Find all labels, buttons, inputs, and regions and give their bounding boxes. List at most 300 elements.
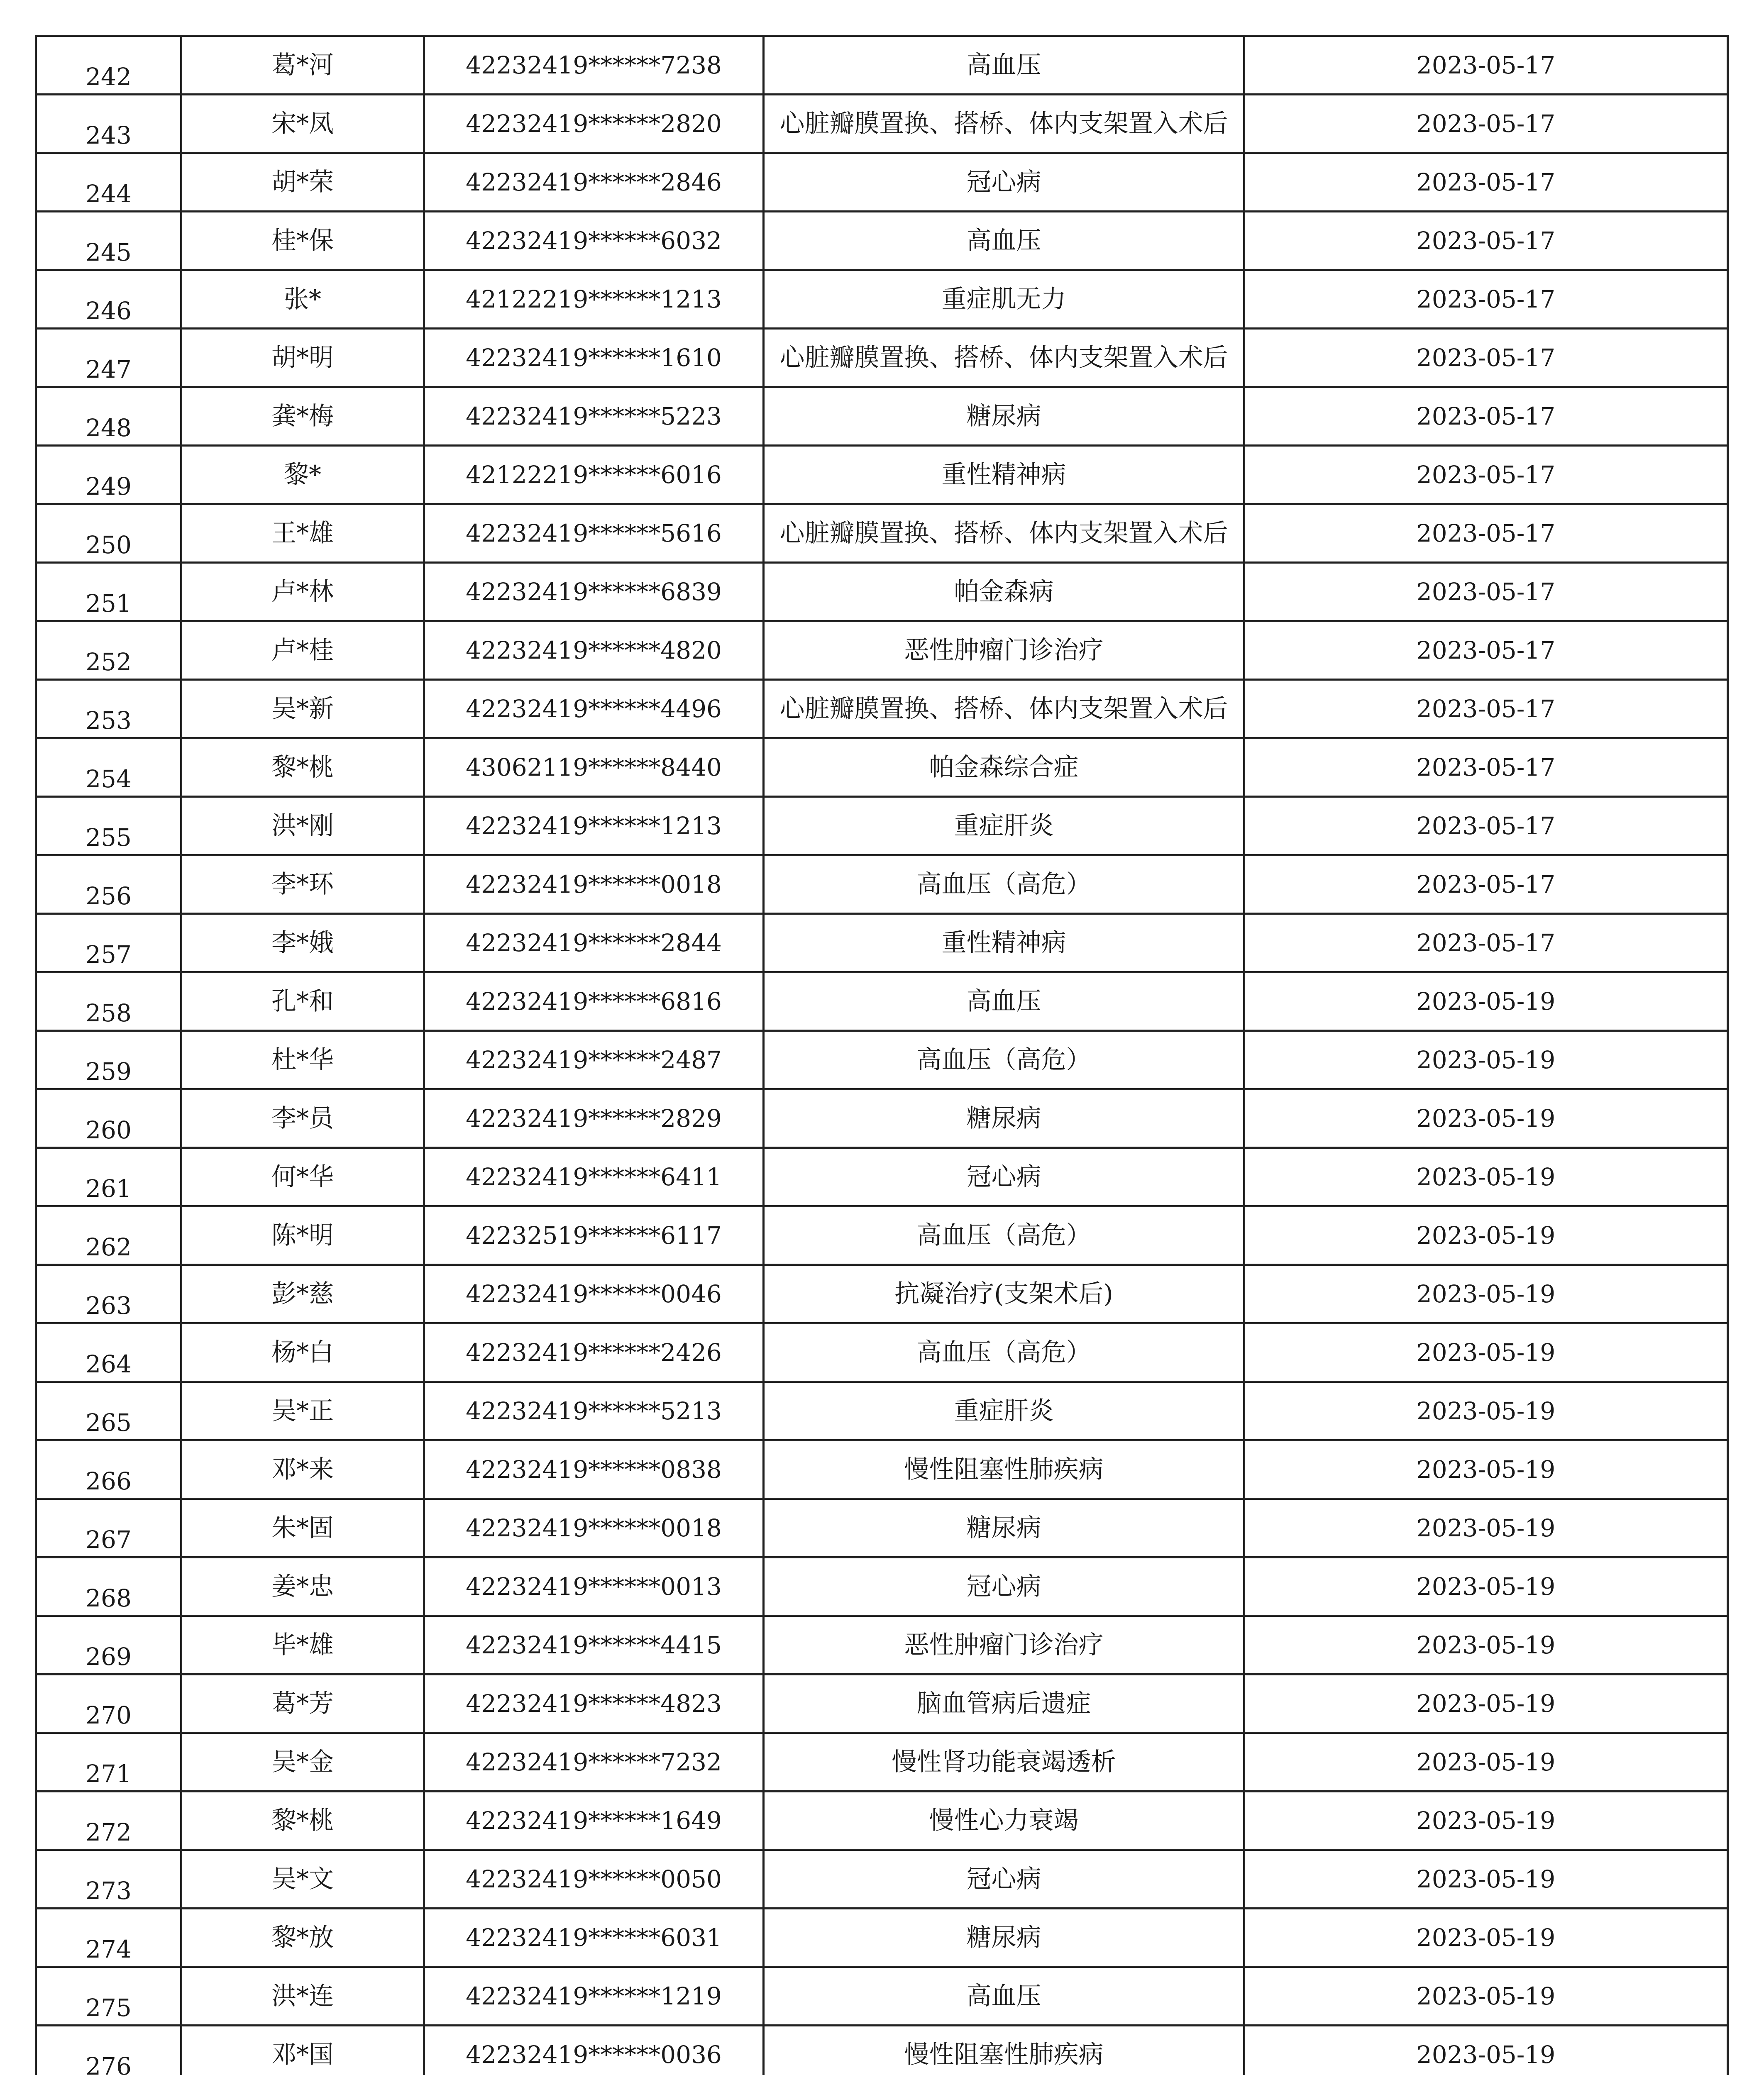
patient-name: 吴*新 bbox=[271, 694, 334, 723]
row-number: 256 bbox=[86, 882, 132, 910]
date: 2023-05-17 bbox=[1416, 227, 1556, 255]
date-cell bbox=[1244, 1733, 1728, 1792]
table-row bbox=[36, 1967, 1728, 2026]
patient-name: 孔*和 bbox=[271, 987, 334, 1016]
row-number-cell bbox=[36, 680, 181, 738]
row-number: 253 bbox=[86, 706, 132, 735]
condition-cell bbox=[764, 1206, 1244, 1265]
condition-cell bbox=[764, 446, 1244, 504]
table-row bbox=[36, 329, 1728, 387]
date: 2023-05-19 bbox=[1416, 1046, 1556, 1074]
condition: 慢性心力衰竭 bbox=[929, 1806, 1079, 1835]
row-number-cell bbox=[36, 1265, 181, 1323]
row-number: 249 bbox=[86, 472, 132, 500]
patient-name-cell bbox=[181, 1967, 424, 2026]
row-number: 250 bbox=[86, 531, 132, 559]
id-number-cell bbox=[424, 738, 764, 797]
patient-name-cell bbox=[181, 153, 424, 212]
date: 2023-05-17 bbox=[1416, 812, 1556, 840]
condition-cell bbox=[764, 621, 1244, 680]
condition: 慢性阻塞性肺疾病 bbox=[904, 1455, 1104, 1484]
date: 2023-05-17 bbox=[1416, 636, 1556, 664]
row-number: 271 bbox=[86, 1760, 132, 1788]
id-number: 42232419******0036 bbox=[466, 2041, 722, 2069]
date-cell bbox=[1244, 1382, 1728, 1440]
id-number-cell bbox=[424, 914, 764, 972]
condition-cell bbox=[764, 1382, 1244, 1440]
id-number-cell bbox=[424, 1148, 764, 1206]
date: 2023-05-19 bbox=[1416, 1338, 1556, 1367]
row-number: 254 bbox=[86, 765, 132, 793]
row-number: 255 bbox=[86, 823, 132, 852]
id-number: 42232419******1213 bbox=[466, 812, 722, 840]
row-number-cell bbox=[36, 1616, 181, 1675]
date: 2023-05-17 bbox=[1416, 519, 1556, 547]
date-cell bbox=[1244, 1850, 1728, 1909]
condition-cell bbox=[764, 680, 1244, 738]
row-number: 247 bbox=[86, 355, 132, 383]
id-number-cell bbox=[424, 1265, 764, 1323]
patient-name: 葛*芳 bbox=[271, 1689, 334, 1718]
condition: 糖尿病 bbox=[966, 402, 1041, 431]
table-row bbox=[36, 1616, 1728, 1675]
table-row bbox=[36, 738, 1728, 797]
table-row bbox=[36, 1031, 1728, 1089]
row-number: 264 bbox=[86, 1350, 132, 1378]
date: 2023-05-17 bbox=[1416, 753, 1556, 781]
condition-cell bbox=[764, 1265, 1244, 1323]
patient-name-cell bbox=[181, 387, 424, 446]
patient-name: 洪*刚 bbox=[271, 811, 334, 840]
id-number: 42232419******0018 bbox=[466, 870, 722, 898]
id-number-cell bbox=[424, 95, 764, 153]
patient-name: 彭*慈 bbox=[271, 1279, 334, 1308]
date-cell bbox=[1244, 1206, 1728, 1265]
condition-cell bbox=[764, 1440, 1244, 1499]
row-number-cell bbox=[36, 1967, 181, 2026]
patient-name-cell bbox=[181, 446, 424, 504]
condition-cell bbox=[764, 153, 1244, 212]
table-row bbox=[36, 914, 1728, 972]
row-number: 273 bbox=[86, 1877, 132, 1905]
id-number: 42232419******6839 bbox=[466, 578, 722, 606]
table-row bbox=[36, 270, 1728, 329]
date-cell bbox=[1244, 1792, 1728, 1850]
id-number-cell bbox=[424, 621, 764, 680]
patient-name-cell bbox=[181, 95, 424, 153]
row-number-cell bbox=[36, 1031, 181, 1089]
patient-name: 桂*保 bbox=[271, 226, 334, 255]
table-row bbox=[36, 680, 1728, 738]
row-number-cell bbox=[36, 1733, 181, 1792]
condition: 冠心病 bbox=[966, 168, 1041, 197]
id-number-cell bbox=[424, 1206, 764, 1265]
patient-name: 李*环 bbox=[271, 870, 334, 899]
patient-name-cell bbox=[181, 1675, 424, 1733]
row-number-cell bbox=[36, 1675, 181, 1733]
date-cell bbox=[1244, 797, 1728, 855]
id-number: 42232419******0838 bbox=[466, 1455, 722, 1484]
patient-name-cell bbox=[181, 329, 424, 387]
patient-name-cell bbox=[181, 1792, 424, 1850]
condition-cell bbox=[764, 914, 1244, 972]
table-row bbox=[36, 1382, 1728, 1440]
patient-name-cell bbox=[181, 1265, 424, 1323]
id-number: 42232419******0046 bbox=[466, 1280, 722, 1308]
date: 2023-05-19 bbox=[1416, 1104, 1556, 1133]
row-number: 248 bbox=[86, 414, 132, 442]
condition: 重性精神病 bbox=[941, 928, 1066, 957]
id-number: 42232419******7232 bbox=[466, 1748, 722, 1776]
date-cell bbox=[1244, 270, 1728, 329]
table-row bbox=[36, 1909, 1728, 1967]
condition-cell bbox=[764, 36, 1244, 95]
date-cell bbox=[1244, 621, 1728, 680]
patient-name: 邓*来 bbox=[271, 1455, 334, 1484]
table-row bbox=[36, 1557, 1728, 1616]
id-number: 42122219******6016 bbox=[466, 461, 722, 489]
date-cell bbox=[1244, 329, 1728, 387]
table-row bbox=[36, 504, 1728, 563]
condition-cell bbox=[764, 1675, 1244, 1733]
date-cell bbox=[1244, 95, 1728, 153]
table-row bbox=[36, 797, 1728, 855]
date: 2023-05-19 bbox=[1416, 1397, 1556, 1425]
patient-name: 胡*荣 bbox=[271, 168, 334, 197]
id-number: 42232419******2844 bbox=[466, 929, 722, 957]
patient-name-cell bbox=[181, 563, 424, 621]
table-row bbox=[36, 972, 1728, 1031]
date: 2023-05-19 bbox=[1416, 2041, 1556, 2069]
condition-cell bbox=[764, 1616, 1244, 1675]
patient-name: 何*华 bbox=[271, 1162, 334, 1191]
condition: 重症肝炎 bbox=[954, 811, 1054, 840]
date-cell bbox=[1244, 1499, 1728, 1557]
date: 2023-05-17 bbox=[1416, 578, 1556, 606]
date-cell bbox=[1244, 972, 1728, 1031]
table-row bbox=[36, 1792, 1728, 1850]
row-number-cell bbox=[36, 1557, 181, 1616]
date-cell bbox=[1244, 1089, 1728, 1148]
condition-cell bbox=[764, 270, 1244, 329]
row-number-cell bbox=[36, 1850, 181, 1909]
patient-name: 卢*林 bbox=[271, 577, 334, 606]
id-number-cell bbox=[424, 387, 764, 446]
patient-name: 杜*华 bbox=[271, 1045, 334, 1074]
id-number-cell bbox=[424, 1616, 764, 1675]
date-cell bbox=[1244, 680, 1728, 738]
id-number: 42232419******0050 bbox=[466, 1865, 722, 1893]
date-cell bbox=[1244, 1148, 1728, 1206]
date: 2023-05-17 bbox=[1416, 461, 1556, 489]
patient-name: 杨*白 bbox=[271, 1338, 334, 1367]
patient-name: 张* bbox=[284, 285, 321, 314]
row-number-cell bbox=[36, 1440, 181, 1499]
condition-cell bbox=[764, 387, 1244, 446]
date: 2023-05-17 bbox=[1416, 929, 1556, 957]
patient-name-cell bbox=[181, 680, 424, 738]
date: 2023-05-19 bbox=[1416, 1982, 1556, 2010]
id-number: 42232419******6031 bbox=[466, 1924, 722, 1952]
row-number: 246 bbox=[86, 297, 132, 325]
id-number: 42232419******0013 bbox=[466, 1572, 722, 1601]
patient-name-cell bbox=[181, 1323, 424, 1382]
id-number: 42232419******7238 bbox=[466, 51, 722, 79]
table-row bbox=[36, 153, 1728, 212]
table-row bbox=[36, 1733, 1728, 1792]
date: 2023-05-17 bbox=[1416, 344, 1556, 372]
row-number: 270 bbox=[86, 1701, 132, 1729]
patient-name-cell bbox=[181, 738, 424, 797]
patient-name: 黎*放 bbox=[271, 1923, 334, 1952]
id-number: 42232419******6411 bbox=[466, 1163, 722, 1191]
patient-name: 黎*桃 bbox=[271, 1806, 334, 1835]
patient-name-cell bbox=[181, 621, 424, 680]
table-row bbox=[36, 1265, 1728, 1323]
condition-cell bbox=[764, 1323, 1244, 1382]
condition-cell bbox=[764, 855, 1244, 914]
patient-name: 李*员 bbox=[271, 1104, 334, 1133]
date-cell bbox=[1244, 504, 1728, 563]
condition-cell bbox=[764, 972, 1244, 1031]
row-number-cell bbox=[36, 153, 181, 212]
patient-name: 龚*梅 bbox=[271, 402, 334, 431]
condition: 心脏瓣膜置换、搭桥、体内支架置入术后 bbox=[779, 343, 1228, 372]
table-row bbox=[36, 1499, 1728, 1557]
condition: 高血压（高危） bbox=[916, 1338, 1091, 1367]
id-number: 42232419******5223 bbox=[466, 402, 722, 430]
row-number: 274 bbox=[86, 1935, 132, 1963]
table-row bbox=[36, 1148, 1728, 1206]
patient-name: 王*雄 bbox=[271, 519, 334, 548]
patient-name: 姜*忠 bbox=[271, 1572, 334, 1601]
date-cell bbox=[1244, 738, 1728, 797]
row-number-cell bbox=[36, 95, 181, 153]
id-number-cell bbox=[424, 1850, 764, 1909]
patient-name-cell bbox=[181, 1616, 424, 1675]
patient-name: 洪*连 bbox=[271, 1982, 334, 2011]
condition: 高血压 bbox=[966, 1982, 1041, 2011]
id-number: 42232419******5213 bbox=[466, 1397, 722, 1425]
id-number-cell bbox=[424, 797, 764, 855]
row-number-cell bbox=[36, 797, 181, 855]
id-number: 42122219******1213 bbox=[466, 285, 722, 313]
patient-name: 黎*桃 bbox=[271, 753, 334, 782]
condition: 帕金森综合症 bbox=[929, 753, 1079, 782]
condition-cell bbox=[764, 797, 1244, 855]
patient-name-cell bbox=[181, 1440, 424, 1499]
id-number-cell bbox=[424, 1323, 764, 1382]
date-cell bbox=[1244, 1967, 1728, 2026]
table-row bbox=[36, 446, 1728, 504]
id-number: 42232419******5616 bbox=[466, 519, 722, 547]
patient-name-cell bbox=[181, 1557, 424, 1616]
row-number: 261 bbox=[86, 1174, 132, 1203]
id-number: 42232419******2820 bbox=[466, 110, 722, 138]
patient-name: 陈*明 bbox=[271, 1221, 334, 1250]
condition: 糖尿病 bbox=[966, 1923, 1041, 1952]
id-number-cell bbox=[424, 2026, 764, 2075]
row-number-cell bbox=[36, 621, 181, 680]
table-row bbox=[36, 563, 1728, 621]
row-number-cell bbox=[36, 1382, 181, 1440]
patient-name-cell bbox=[181, 1031, 424, 1089]
id-number-cell bbox=[424, 446, 764, 504]
row-number: 276 bbox=[86, 2052, 132, 2075]
patient-name: 宋*凤 bbox=[271, 109, 334, 138]
patient-name-cell bbox=[181, 1148, 424, 1206]
condition-cell bbox=[764, 1148, 1244, 1206]
condition: 糖尿病 bbox=[966, 1104, 1041, 1133]
patient-name: 吴*金 bbox=[271, 1748, 334, 1777]
date-cell bbox=[1244, 1616, 1728, 1675]
patient-name-cell bbox=[181, 36, 424, 95]
row-number: 265 bbox=[86, 1409, 132, 1437]
condition-cell bbox=[764, 1089, 1244, 1148]
condition: 高血压（高危） bbox=[916, 1221, 1091, 1250]
date: 2023-05-17 bbox=[1416, 168, 1556, 196]
patient-name-cell bbox=[181, 1382, 424, 1440]
row-number-cell bbox=[36, 914, 181, 972]
patient-name-cell bbox=[181, 855, 424, 914]
patient-name: 吴*文 bbox=[271, 1865, 334, 1894]
date-cell bbox=[1244, 1557, 1728, 1616]
condition-cell bbox=[764, 1967, 1244, 2026]
row-number: 268 bbox=[86, 1584, 132, 1612]
id-number-cell bbox=[424, 1557, 764, 1616]
patient-name-cell bbox=[181, 504, 424, 563]
row-number: 259 bbox=[86, 1057, 132, 1086]
date: 2023-05-19 bbox=[1416, 1689, 1556, 1718]
patient-name-cell bbox=[181, 972, 424, 1031]
date: 2023-05-17 bbox=[1416, 285, 1556, 313]
id-number-cell bbox=[424, 563, 764, 621]
date: 2023-05-19 bbox=[1416, 987, 1556, 1016]
table-row bbox=[36, 36, 1728, 95]
id-number-cell bbox=[424, 1499, 764, 1557]
condition: 抗凝治疗(支架术后) bbox=[894, 1279, 1113, 1308]
patient-name: 葛*河 bbox=[271, 51, 334, 80]
date: 2023-05-17 bbox=[1416, 870, 1556, 898]
patient-name-cell bbox=[181, 1909, 424, 1967]
id-number: 42232419******1219 bbox=[466, 1982, 722, 2010]
date: 2023-05-19 bbox=[1416, 1865, 1556, 1893]
condition-cell bbox=[764, 2026, 1244, 2075]
row-number: 244 bbox=[86, 180, 132, 208]
id-number-cell bbox=[424, 329, 764, 387]
condition: 高血压（高危） bbox=[916, 1045, 1091, 1074]
row-number-cell bbox=[36, 329, 181, 387]
date: 2023-05-19 bbox=[1416, 1221, 1556, 1250]
condition-cell bbox=[764, 1792, 1244, 1850]
table-row bbox=[36, 1206, 1728, 1265]
patient-name: 卢*桂 bbox=[271, 636, 334, 665]
table-row bbox=[36, 212, 1728, 270]
condition: 冠心病 bbox=[966, 1162, 1041, 1191]
row-number-cell bbox=[36, 1792, 181, 1850]
date: 2023-05-19 bbox=[1416, 1631, 1556, 1659]
id-number: 42232419******4820 bbox=[466, 636, 722, 664]
condition: 慢性阻塞性肺疾病 bbox=[904, 2040, 1104, 2069]
condition-cell bbox=[764, 1499, 1244, 1557]
id-number-cell bbox=[424, 855, 764, 914]
condition-cell bbox=[764, 738, 1244, 797]
condition: 高血压（高危） bbox=[916, 870, 1091, 899]
id-number-cell bbox=[424, 36, 764, 95]
id-number: 42232419******6032 bbox=[466, 227, 722, 255]
table-row bbox=[36, 1675, 1728, 1733]
id-number-cell bbox=[424, 1031, 764, 1089]
row-number: 272 bbox=[86, 1818, 132, 1846]
date-cell bbox=[1244, 446, 1728, 504]
condition: 恶性肿瘤门诊治疗 bbox=[904, 636, 1104, 665]
id-number: 42232419******2829 bbox=[466, 1104, 722, 1133]
row-number-cell bbox=[36, 1148, 181, 1206]
id-number-cell bbox=[424, 680, 764, 738]
condition: 糖尿病 bbox=[966, 1514, 1041, 1543]
patient-name: 毕*雄 bbox=[271, 1631, 334, 1660]
id-number: 42232419******2426 bbox=[466, 1338, 722, 1367]
condition: 慢性肾功能衰竭透析 bbox=[892, 1748, 1116, 1777]
row-number-cell bbox=[36, 1499, 181, 1557]
row-number-cell bbox=[36, 212, 181, 270]
table-row bbox=[36, 95, 1728, 153]
date-cell bbox=[1244, 563, 1728, 621]
register-table-body bbox=[36, 36, 1728, 2075]
row-number: 266 bbox=[86, 1467, 132, 1495]
register-table bbox=[35, 35, 1729, 2075]
condition-cell bbox=[764, 504, 1244, 563]
id-number: 43062119******8440 bbox=[466, 753, 722, 781]
condition-cell bbox=[764, 95, 1244, 153]
id-number-cell bbox=[424, 1675, 764, 1733]
patient-name-cell bbox=[181, 212, 424, 270]
row-number: 275 bbox=[86, 1994, 132, 2022]
patient-name-cell bbox=[181, 1089, 424, 1148]
row-number: 258 bbox=[86, 999, 132, 1027]
date: 2023-05-17 bbox=[1416, 51, 1556, 79]
date-cell bbox=[1244, 1323, 1728, 1382]
id-number-cell bbox=[424, 1382, 764, 1440]
table-row bbox=[36, 1323, 1728, 1382]
date: 2023-05-19 bbox=[1416, 1924, 1556, 1952]
patient-name-cell bbox=[181, 1850, 424, 1909]
id-number: 42232419******4415 bbox=[466, 1631, 722, 1659]
date-cell bbox=[1244, 914, 1728, 972]
row-number-cell bbox=[36, 387, 181, 446]
row-number: 269 bbox=[86, 1643, 132, 1671]
row-number: 257 bbox=[86, 940, 132, 969]
date: 2023-05-19 bbox=[1416, 1748, 1556, 1776]
id-number: 42232419******1610 bbox=[466, 344, 722, 372]
patient-name: 李*娥 bbox=[271, 928, 334, 957]
date-cell bbox=[1244, 387, 1728, 446]
patient-name: 胡*明 bbox=[271, 343, 334, 372]
row-number: 251 bbox=[86, 589, 132, 618]
row-number-cell bbox=[36, 1089, 181, 1148]
date-cell bbox=[1244, 1909, 1728, 1967]
table-row bbox=[36, 2026, 1728, 2075]
row-number-cell bbox=[36, 1323, 181, 1382]
row-number-cell bbox=[36, 446, 181, 504]
date: 2023-05-19 bbox=[1416, 1572, 1556, 1601]
id-number-cell bbox=[424, 1733, 764, 1792]
id-number-cell bbox=[424, 270, 764, 329]
id-number-cell bbox=[424, 1440, 764, 1499]
date: 2023-05-17 bbox=[1416, 110, 1556, 138]
row-number: 245 bbox=[86, 238, 132, 266]
row-number-cell bbox=[36, 563, 181, 621]
